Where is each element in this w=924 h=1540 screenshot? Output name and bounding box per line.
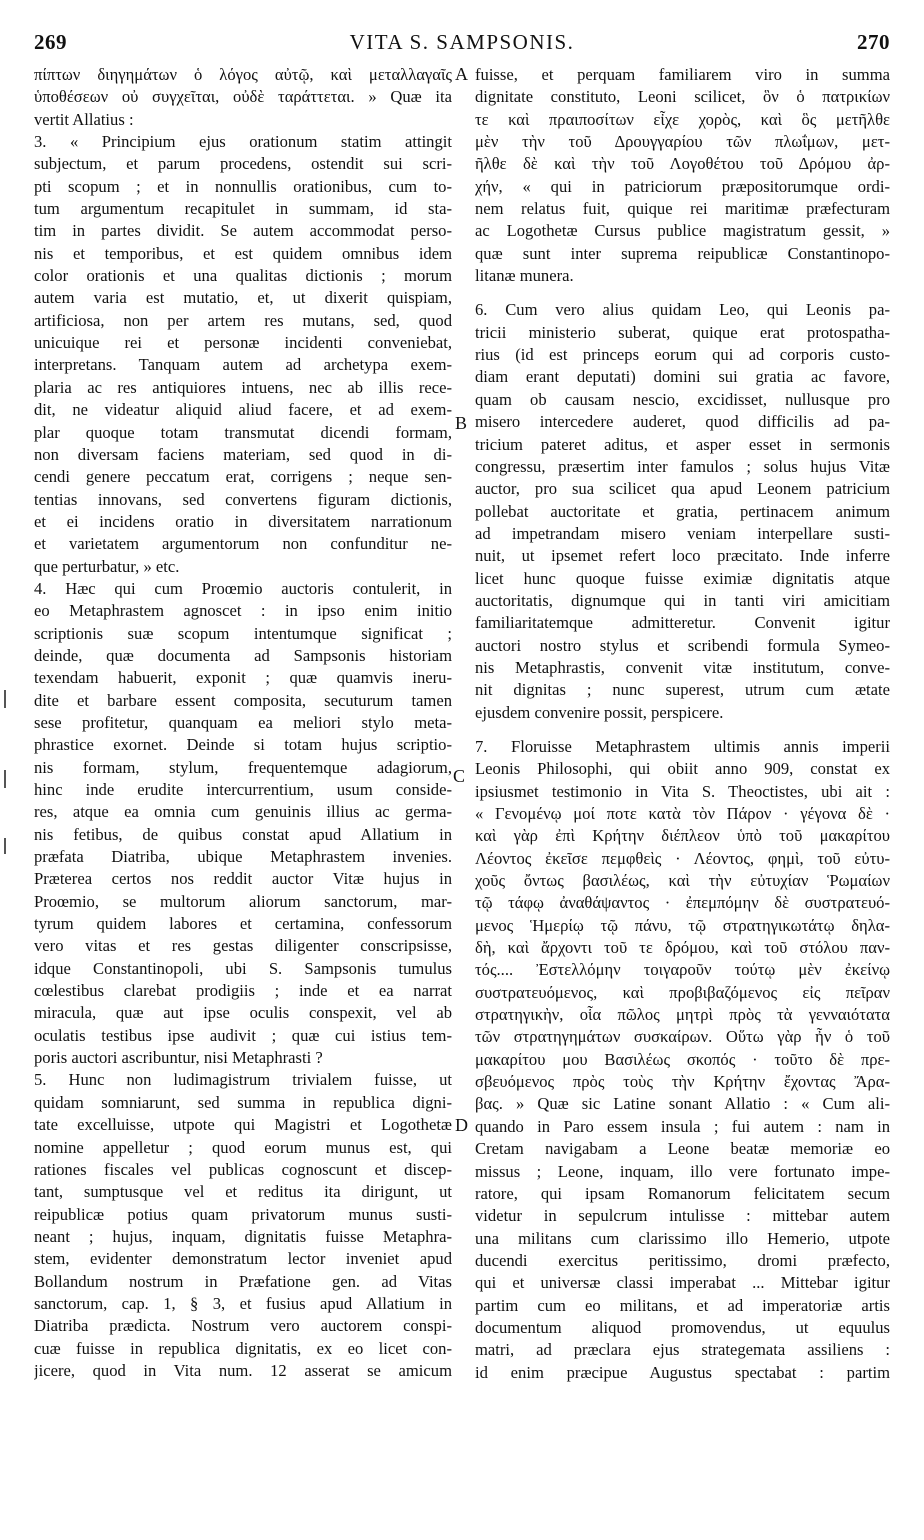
text-line: nis et temporibus, et est quidem omnibus idem [34,243,452,263]
text-line: Præterea certos nos reddit auctor Vitæ hujus in [34,869,452,889]
text-line: quando in Paro essem insula ; fui autem : nam in [475,1116,890,1136]
left-column [34,64,452,1382]
text-line: videtur in sepulcrum intulisse : mittebar autem [475,1206,890,1226]
scan-mark [4,838,6,854]
scan-mark [4,690,6,708]
text-line: nuit, ut ipsemet refert loco præcitato. Inde inferre [475,546,890,566]
text-line: sanctorum, cap. 1, § 3, et fusius apud Allatium in [34,1293,452,1313]
text-line: pti scopum ; et in nonnullis orationibus, cum to- [34,176,452,196]
text-line: scriptionis suæ scopum intentumque significat ; [34,623,452,643]
text-line: τε καὶ πραιποσίτων εἶχε χορὸς, καὶ ὃς μετῆλθε [475,109,890,129]
text-line: Λέοντος ἐκεῖσε πεμφθεὶς · Λέοντος, φημὶ, τοῦ εὐτυ- [475,848,890,868]
text-line: Cretam navigabam a Leone beatæ memoriæ eo [475,1139,890,1159]
text-line: ipsiusmet testimonio in Vita S. Theoctistes, ubi ait : [475,781,890,801]
right-column [475,64,890,1384]
text-line: miracula, quæ aut ipse oculis conspexit, vel ab [34,1003,452,1023]
text-line: vero vitas et res gestas diligenter conscripsisse, [34,936,452,956]
text-line: oculatis testibus ipse audivit ; quæ cui istius tem- [34,1025,452,1045]
text-line: neant ; hujus, inquam, dignitatis fuisse Metaphra- [34,1226,452,1246]
text-line: stem, evidenter demonstratum lector inveniet apud [34,1249,452,1269]
text-line: tum argumentum recapitulet in summam, id sta- [34,199,452,219]
text-line: rius (id est princeps eorum qui ad corporis custo- [475,345,890,365]
text-line: βας. » Quæ sic Latine sonant Allatio : « Cum ali- [475,1094,890,1114]
text-line: Bollandum nostrum in Præfatione gen. ad Vitas [34,1271,452,1291]
text-line: litanæ munera. [475,266,574,286]
text-line: misero intercedere auderet, quod difficilis ad pa- [475,412,890,432]
text-line: 5. Hunc non ludimagistrum trivialem fuisse, ut [34,1070,452,1090]
running-title: VITA S. SAMPSONIS. [349,30,575,54]
text-line: poris auctori ascribuntur, nisi Metaphrasti ? [34,1048,323,1068]
text-line: præfata Diatriba, ubique Metaphrastem invenies. [34,847,452,867]
text-line: nis fetibus, de quibus constat apud Allatium in [34,824,452,844]
text-line: una militans cum clarissimo illo Hemerio, utpote [475,1228,890,1248]
text-line: sese profitetur, quanquam ea meliori stylo meta- [34,712,452,732]
text-line: tricium pateret aditus, et asper esset in sermonis [475,434,890,454]
text-line: dignitate constituto, Leoni scilicet, ὃν ὁ πατρικίων [475,87,890,107]
text-line: cœlestibus clarebat prodigiis ; inde et ea narrat [34,981,452,1001]
right-page-number: 270 [857,30,890,54]
text-line: rationes fiscales vel publicas cognoscunt et discep- [34,1159,452,1179]
text-line: tant, sumptusque vel et reditus ita dirigunt, ut [34,1182,452,1202]
text-line: familiaritatemque admitteretur. Convenit igitur [475,613,890,633]
text-line: et ei incidens oratio in diversitatem narrationum [34,511,452,531]
text-line: « Γενομένῳ μοί ποτε κατὰ τὸν Πάρον · γέγονα δὲ · [475,804,890,823]
text-line: licet hunc quoque fuisse eximiæ dignitatis atque [475,568,890,588]
text-line: vertit Allatius : [34,109,134,129]
text-line: τῶν στρατηγημάτων συσκαίρων. Οὕτω γὰρ ἦν ὁ τοῦ [475,1027,890,1047]
text-line: hinc inde erudite intercurrentium, usum conside- [34,780,452,799]
text-line: στρατηγικὴν, οἷα πῶλος μητρὶ πρὸς τὰ γενναιότατα [475,1005,890,1025]
text-line: σβευόμενος πρὸς τοὺς τὴν Κρήτην ἔχοντας Ἄρα- [475,1072,890,1092]
text-line: phrastice exornet. Deinde si totam hujus scriptio- [34,735,452,755]
text-line: 3. « Principium ejus orationum statim attingit [34,132,452,152]
text-line: documentum aliquod promovendus, ut equulus [475,1317,890,1337]
text-line: nem relatus fuit, quique rei maritimæ præfecturam [475,199,890,219]
scan-mark [4,770,6,788]
text-line: χοῦς ὄντως βασιλέως, καὶ τὴν εὐτυχίαν Ῥωμαίων [475,871,890,891]
text-line: auctor, pro sua scilicet qua apud Leonem patricium [475,479,890,499]
text-line: quam ob causam nescio, excidisset, nullusque pro [475,389,890,409]
text-line: plaria ac res antiquiores intuens, nec ab illis rece- [34,377,452,397]
text-line: nis formam, stylum, frequentemque adagiorum, [34,757,452,777]
text-line: nis Metaphrastis, convenit vitæ institutum, conve- [475,657,890,677]
text-line: dit, ne videatur aliquid aliud facere, et ad exem- [34,400,452,420]
text-line: 7. Floruisse Metaphrastem ultimis annis imperii [475,736,890,756]
text-line: ejusdem convenire possit, perspicere. [475,702,724,722]
text-line: non diversam faciens materiam, sed quod in di- [34,444,452,464]
text-line: fuisse, et perquam familiarem viro in summa [475,65,890,84]
text-line: color orationis et una qualitas dictionis ; morum [34,266,452,286]
text-line: tricii ministerio suberat, quique erat protospatha- [475,322,890,342]
text-line: χήν, « qui in patriciorum præpositorumque ordi- [475,176,890,196]
text-line: missus ; Leone, inquam, illo vere fortunato impe- [475,1161,890,1181]
text-line: tate excelluisse, utpote qui Magistri et Logothetæ [34,1115,452,1135]
text-line: partim cum eo militans, et ad imperatoriæ artis [475,1295,890,1315]
text-line: matri, ad præclara ejus strategemata assiliens : [475,1340,890,1360]
text-line: res, atque ea omnia cum genuinis illius ac germa- [34,802,452,822]
text-line: quidam somniarunt, sed summa in republica digni- [34,1092,452,1112]
margin-letter-a: A [455,64,468,84]
paragraph-gap [475,724,890,736]
text-line: dite et barbare essent composita, secuturum tamen [34,690,452,710]
margin-letter-c: C [453,766,466,786]
text-line: 6. Cum vero alius quidam Leo, qui Leonis pa- [475,300,890,320]
text-line: μενος Ἡμερίῳ τῷ πάνυ, τῷ στρατηγικωτάτῳ δηλα- [475,915,890,935]
left-page-number: 269 [34,30,67,54]
text-line: auctoritatis, dignumque qui in tanti viri amicitiam [475,590,890,610]
text-line: μακαρίτου μου Βασιλέως σκοπός · τοῦτο δὲ πρε- [475,1049,890,1069]
text-line: συστρατευόμενος, καὶ προβιβαζόμενος εἰς πεῖραν [475,982,890,1002]
text-line: id enim præcipue Augustus spectabat : partim [475,1362,890,1382]
text-line: que perturbatur, » etc. [34,556,180,576]
text-line: μὲν τὴν τοῦ Δρουγγαρίου τῶν πλωΐμων, μετ- [475,132,890,152]
text-line: texendam habuerit, exponit ; quæ quamvis ineru- [34,668,452,688]
text-line: ad impetrandam misero veniam interpellare susti- [475,523,890,543]
text-line: auctori nostro stylus et scribendi formula Symeo- [475,635,890,655]
text-line: pollebat auctoritate et gratia, pertinacem animum [475,501,890,521]
text-line: congressu, præsertim inter famulos ; solus hujus Vitæ [475,456,890,476]
text-line: καὶ γὰρ ἐπὶ Κρήτην διέπλεον ὑπὸ τοῦ μακαρίτου [475,826,890,846]
running-header [34,30,890,60]
text-line: jicere, quod in Vita num. 12 asserat se amicum [34,1360,452,1380]
text-line: idque Constantinopoli, ubi S. Sampsonis tumulus [34,958,452,978]
paragraph-gap [475,287,890,299]
text-line: plar quoque totam transmutat dicendi formam, [34,422,452,442]
text-line: ducendi exercitus peritissimo, dromi præfecto, [475,1250,890,1270]
text-line: tim in partes dividit. Se autem accommodat perso- [34,221,452,241]
text-line: nit dignitas ; nunc superest, utrum cum ætate [475,680,890,700]
text-line: tyrum quidem labores et certamina, confessorum [34,914,452,934]
text-line: autem varia est mutatio, et, ut dixerit quispiam, [34,288,452,308]
text-line: reipublicæ potius quam privatorum munus susti- [34,1204,452,1224]
text-line: nomine appelletur ; quod eorum munus est, qui [34,1137,452,1157]
text-line: cuæ fuisse in republica dignitatis, ex eo licet con- [34,1338,452,1358]
text-line: ratore, qui ipsam Romanorum felicitatem secum [475,1183,890,1203]
text-line: unicuique rei et personæ incidenti conveniebat, [34,333,452,353]
text-line: tentias innovans, sed convertens figuram dictionis, [34,489,452,509]
text-line: Leonis Philosophi, qui obiit anno 909, constat ex [475,759,890,779]
text-line: diam erant deputati) domini sui gratia ac favore, [475,367,890,387]
text-line: τῷ τάφῳ ἀναθάψαντος · ἐπεμπόμην δὲ συστρατευό- [475,893,890,913]
text-line: artificiosa, non per artem res mutans, sed, quod [34,310,452,330]
text-line: τός.... Ἐστελλόμην τοιγαροῦν τούτῳ μὲν ἐκείνῳ [475,960,890,980]
text-line: et varietatem argumentorum non confunditur ne- [34,534,452,554]
text-line: δὴ, καὶ ἄρχοντι τοῦ τε δρόμου, καὶ τοῦ στόλου παν- [475,938,890,958]
text-line: cendi genere peccatum erat, corrigens ; neque sen- [34,467,452,487]
text-line: Proœmio, se multorum aliorum sanctorum, mar- [34,891,452,911]
text-line: ac Logothetæ Cursus publice magistratum gessit, » [475,221,890,241]
text-line: πίπτων διηγημάτων ὁ λόγος αὐτῷ, καὶ μεταλλαγαῖς [34,65,452,84]
text-line: quæ sunt inter suprema reipublicæ Constantinopo- [475,243,890,263]
text-line: Diatriba prædicta. Nostrum vero auctorem conspi- [34,1316,452,1336]
text-line: ῆλθε δὲ καὶ τὴν τοῦ Λογοθέτου τοῦ Δρόμου ἀρ- [475,154,890,174]
margin-letter-b: B [455,413,468,433]
margin-letter-d: D [455,1115,468,1135]
text-line: qui et universæ classi imperabat ... Mittebar igitur [475,1273,890,1293]
text-line: eo Metaphrastem agnoscet : in ipso enim initio [34,601,452,621]
text-line: ὑποθέσεων οὐ συγχεῖται, οὐδὲ ταράττεται. » Quæ ita [34,87,452,107]
text-line: deinde, quæ documenta ad Sampsonis historiam [34,645,452,665]
text-line: 4. Hæc qui cum Proœmio auctoris contulerit, in [34,578,452,598]
text-line: subjectum, et parum procedens, ostendit sui scri- [34,154,452,174]
text-line: interpretans. Tanquam autem ad archetypa exem- [34,355,452,375]
